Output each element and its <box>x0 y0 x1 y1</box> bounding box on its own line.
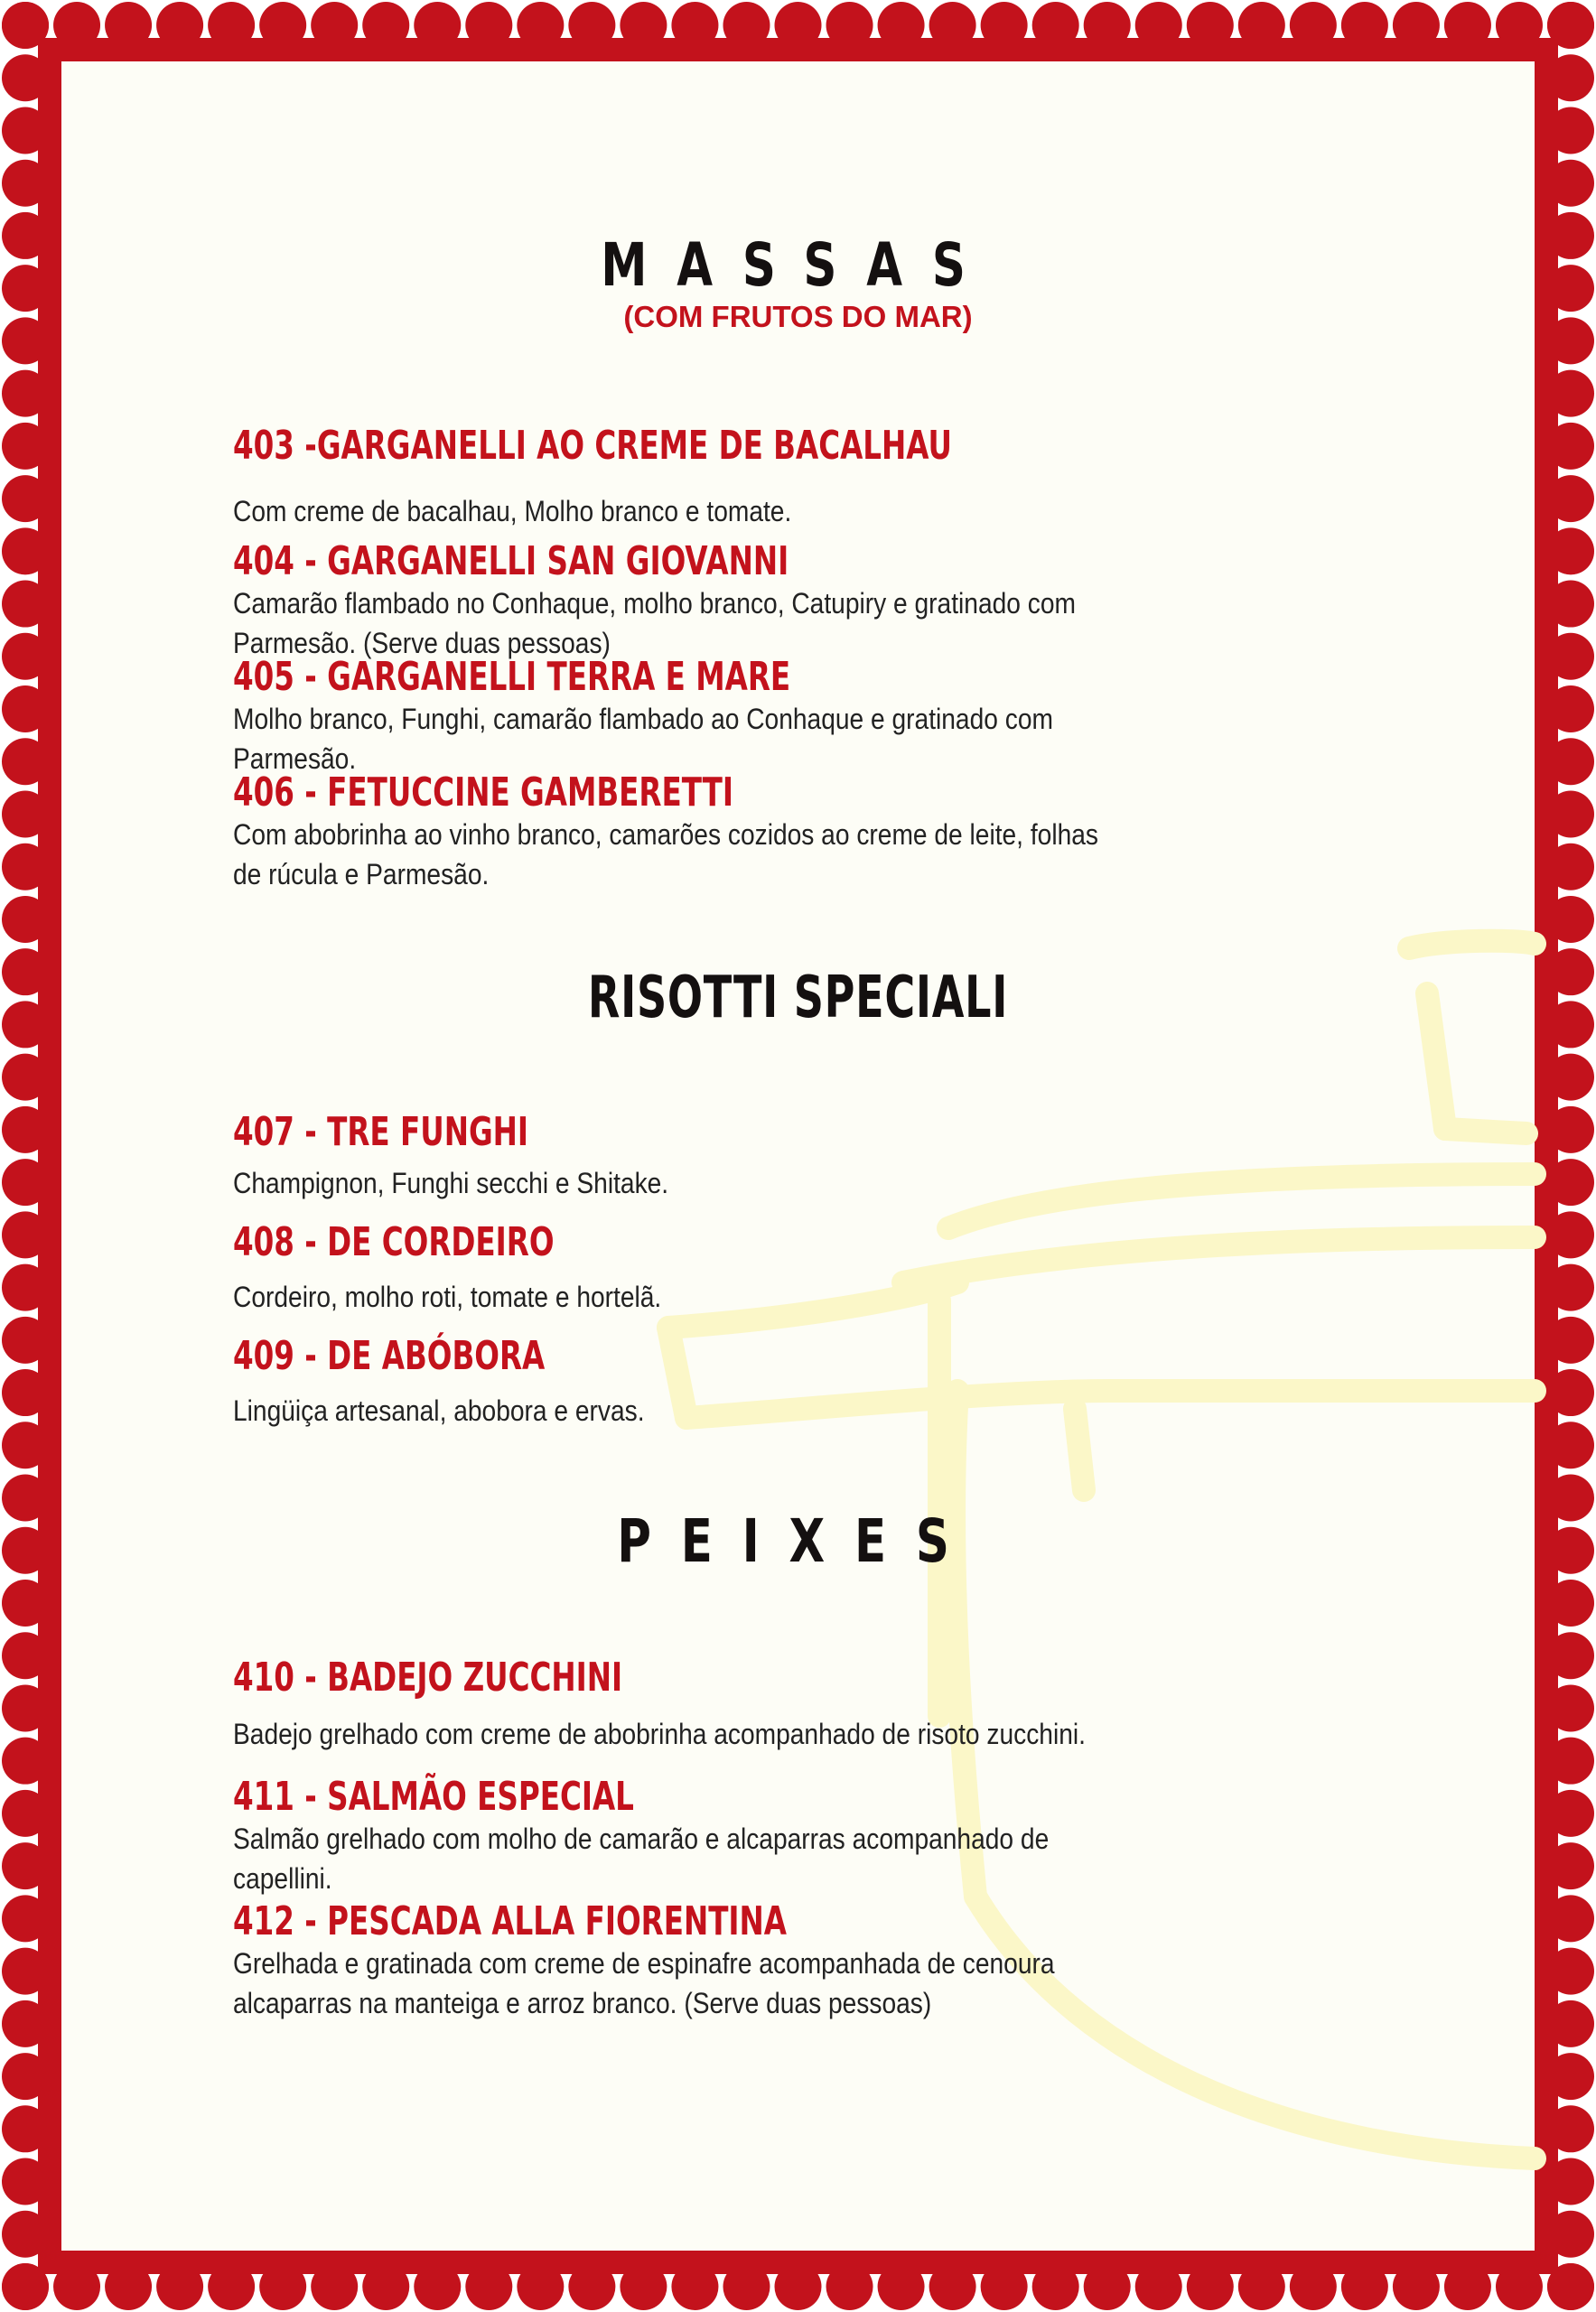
item-title: 409 - DE ABÓBORA <box>233 1333 546 1379</box>
item-description: Cordeiro, molho roti, tomate e hortelã. <box>233 1281 662 1313</box>
item-title: 407 - TRE FUNGHI <box>233 1109 529 1155</box>
description-line: Parmesão. (Serve duas pessoas) <box>233 627 611 659</box>
menu-item-405 <box>233 656 1236 778</box>
description-line: alcaparras na manteiga e arroz branco. (Serve duas pessoas) <box>233 1987 932 2019</box>
item-description: Lingüiça artesanal, abobora e ervas. <box>233 1394 645 1427</box>
item-description: Champignon, Funghi secchi e Shitake. <box>233 1167 669 1199</box>
item-description <box>233 583 1218 663</box>
item-description <box>233 1944 1218 2023</box>
description-line: capellini. <box>233 1862 332 1895</box>
description-line: Parmesão. <box>233 742 357 775</box>
item-title: 404 - GARGANELLI SAN GIOVANNI <box>233 538 789 584</box>
menu-item-403 <box>233 424 1236 531</box>
item-description <box>233 699 1218 778</box>
item-description: Badejo grelhado com creme de abobrinha acompanhado de risoto zucchini. <box>233 1718 1086 1750</box>
menu-item-406 <box>233 771 1236 894</box>
item-title: 403 -GARGANELLI AO CREME DE BACALHAU <box>233 423 952 469</box>
item-title: 411 - SALMÃO ESPECIAL <box>233 1774 634 1820</box>
menu-item-412 <box>233 1900 1236 2023</box>
description-line: de rúcula e Parmesão. <box>233 858 490 890</box>
item-title: 410 - BADEJO ZUCCHINI <box>233 1655 623 1701</box>
description-line: Grelhada e gratinada com creme de espinafre acompanhada de cenoura <box>233 1947 1055 1980</box>
description-line: Molho branco, Funghi, camarão flambado ao Conhaque e gratinado com <box>233 703 1053 735</box>
item-title: 406 - FETUCCINE GAMBERETTI <box>233 769 734 816</box>
section-subtitle-massas: (COM FRUTOS DO MAR) <box>623 300 973 333</box>
menu-item-409 <box>233 1335 1236 1431</box>
item-title: 412 - PESCADA ALLA FIORENTINA <box>233 1898 787 1944</box>
menu-item-408 <box>233 1221 1236 1317</box>
menu-item-404 <box>233 540 1236 663</box>
section-title-risotti: RISOTTI SPECIALI <box>587 965 1009 1031</box>
item-title: 405 - GARGANELLI TERRA E MARE <box>233 654 791 700</box>
description-line: Com abobrinha ao vinho branco, camarões cozidos ao creme de leite, folhas <box>233 818 1098 851</box>
item-title: 408 - DE CORDEIRO <box>233 1219 555 1265</box>
menu-item-411 <box>233 1776 1236 1898</box>
description-line: Salmão grelhado com molho de camarão e alcaparras acompanhado de <box>233 1823 1050 1855</box>
menu-item-410 <box>233 1656 1236 1754</box>
item-description <box>233 815 1218 894</box>
section-title-peixes: PEIXES <box>617 1506 979 1576</box>
item-description <box>233 1819 1218 1898</box>
menu-item-407 <box>233 1111 1236 1203</box>
description-line: Camarão flambado no Conhaque, molho branco, Catupiry e gratinado com <box>233 587 1076 620</box>
item-description: Com creme de bacalhau, Molho branco e tomate. <box>233 495 792 527</box>
section-title-massas: MASSAS <box>601 230 995 300</box>
